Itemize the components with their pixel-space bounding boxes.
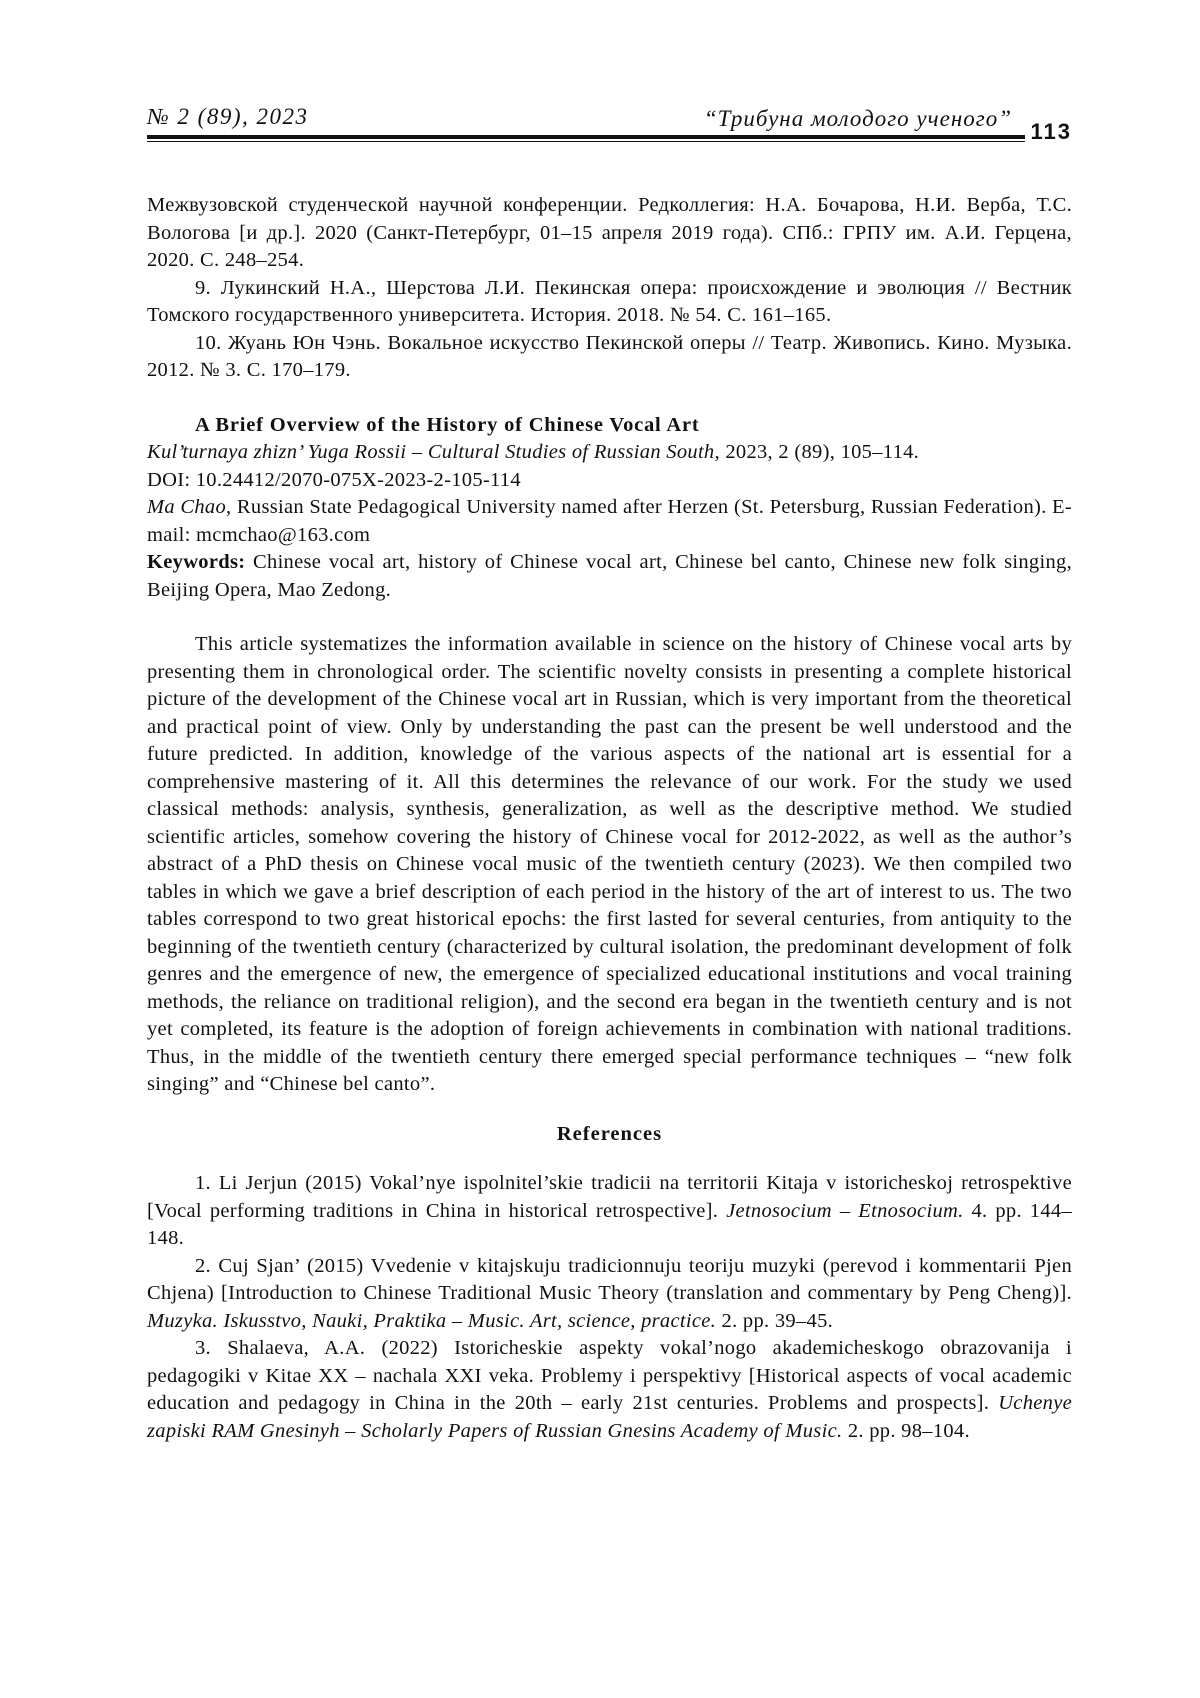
spacer	[147, 604, 1072, 631]
source-line	[147, 439, 1072, 467]
reference-text: 1. Li Jerjun (2015) Vokal’nye ispolnitel’skie tradicii na territorii Kitaja v istoricheskoj retrospektive [Vocal performing traditions in China in historical retrospective].	[147, 1172, 1072, 1222]
reference-9: 9. Лукинский Н.А., Шерстова Л.И. Пекинская опера: происхождение и эволюция // Вестник Томского государственного университета. История. 2018. № 54. С. 161–165.	[147, 275, 1072, 330]
reference-journal: Muzyka. Iskusstvo, Nauki, Praktika – Music. Art, science, practice.	[147, 1310, 716, 1332]
keywords-label: Keywords:	[147, 551, 245, 573]
overview-title: A Brief Overview of the History of Chinese Vocal Art	[147, 412, 1072, 440]
journal-page	[0, 0, 1200, 1698]
page-body	[147, 192, 1072, 1445]
author-name: Ma Chao	[147, 496, 226, 518]
reference-journal: Jetnosocium – Etnosocium.	[726, 1200, 963, 1222]
reference-pages: 2. pp. 39–45.	[716, 1310, 833, 1332]
spacer	[147, 385, 1072, 412]
doi: DOI: 10.24412/2070-075X-2023-2-105-114	[147, 467, 1072, 495]
reference-pages: 4. pp. 144–148.	[147, 1200, 1072, 1250]
header-rule-thin	[147, 141, 1025, 142]
reference-item	[147, 1170, 1072, 1253]
source-journal: Kul’turnaya zhizn’ Yuga Rossii – Cultural Studies of Russian South,	[147, 441, 720, 463]
issue-label: № 2 (89), 2023	[147, 104, 309, 130]
references-heading: References	[147, 1121, 1072, 1149]
reference-8-continuation: Межвузовской студенческой научной конференции. Редколлегия: Н.А. Бочарова, Н.И. Верба, Т.С. Вологова [и др.]. 2020 (Санкт-Петербург, 01–15 апреля 2019 года). СПб.: ГРПУ им. А.И. Герцена, 2020. С. 248–254.	[147, 192, 1072, 275]
header-rule-thick	[147, 135, 1025, 139]
reference-text: 3. Shalaeva, A.A. (2022) Istoricheskie aspekty vokal’nogo akademicheskogo obrazovanija i pedagogiki v Kitae XX – nachala XXI veka. Problemy i perspektivy [Historical aspects of vocal academic education and pedagogy in China in the 20th – early 21st centuries. Problems and prospects].	[147, 1337, 1072, 1414]
page-number: 113	[1031, 119, 1073, 145]
reference-text: 2. Cuj Sjan’ (2015) Vvedenie v kitajskuju tradicionnuju teoriju muzyki (perevod i kommentarii Pjen Chjena) [Introduction to Chinese Traditional Music Theory (translation and commentary by Peng Cheng)].	[147, 1255, 1072, 1305]
running-header	[147, 100, 1072, 148]
keywords-text: Chinese vocal art, history of Chinese vocal art, Chinese bel canto, Chinese new folk singing, Beijing Opera, Mao Zedong.	[147, 551, 1072, 601]
reference-pages: 2. pp. 98–104.	[842, 1420, 970, 1442]
journal-title: “Трибуна молодого ученого”	[704, 106, 1012, 132]
reference-10: 10. Жуань Юн Чэнь. Вокальное искусство Пекинской оперы // Театр. Живопись. Кино. Музыка. 2012. № 3. С. 170–179.	[147, 330, 1072, 385]
spacer	[147, 1099, 1072, 1121]
source-details: 2023, 2 (89), 105–114.	[720, 441, 919, 463]
author-affiliation: , Russian State Pedagogical University named after Herzen (St. Petersburg, Russian Federation). E-mail: mcmchao@163.com	[147, 496, 1072, 546]
author-line	[147, 494, 1072, 549]
reference-journal: Uchenye zapiski RAM Gnesinyh – Scholarly Papers of Russian Gnesins Academy of Music.	[147, 1392, 1072, 1442]
keywords-line	[147, 549, 1072, 604]
reference-item	[147, 1335, 1072, 1445]
spacer	[147, 1148, 1072, 1170]
reference-item	[147, 1253, 1072, 1336]
abstract: This article systematizes the information available in science on the history of Chinese vocal arts by presenting them in chronological order. The scientific novelty consists in presenting a complete historical picture of the development of the Chinese vocal art in Russian, which is very important from the theoretical and practical point of view. Only by understanding the past can the present be well understood and the future predicted. In addition, knowledge of the various aspects of the national art is essential for a comprehensive mastering of it. All this determines the relevance of our work. For the study we used classical methods: analysis, synthesis, generalization, as well as the descriptive method. We studied scientific articles, somehow covering the history of Chinese vocal for 2012-2022, as well as the author’s abstract of a PhD thesis on Chinese vocal music of the twentieth century (2023). We then compiled two tables in which we gave a brief description of each period in the history of the art of interest to us. The two tables correspond to two great historical epochs: the first lasted for several centuries, from antiquity to the beginning of the twentieth century (characterized by cultural isolation, the predominant development of folk genres and the emergence of new, the emergence of specialized educational institutions and vocal training methods, the reliance on traditional religion), and the second era began in the twentieth century and is not yet completed, its feature is the adoption of foreign achievements in combination with national traditions. Thus, in the middle of the twentieth century there emerged special performance techniques – “new folk singing” and “Chinese bel canto”.	[147, 631, 1072, 1099]
